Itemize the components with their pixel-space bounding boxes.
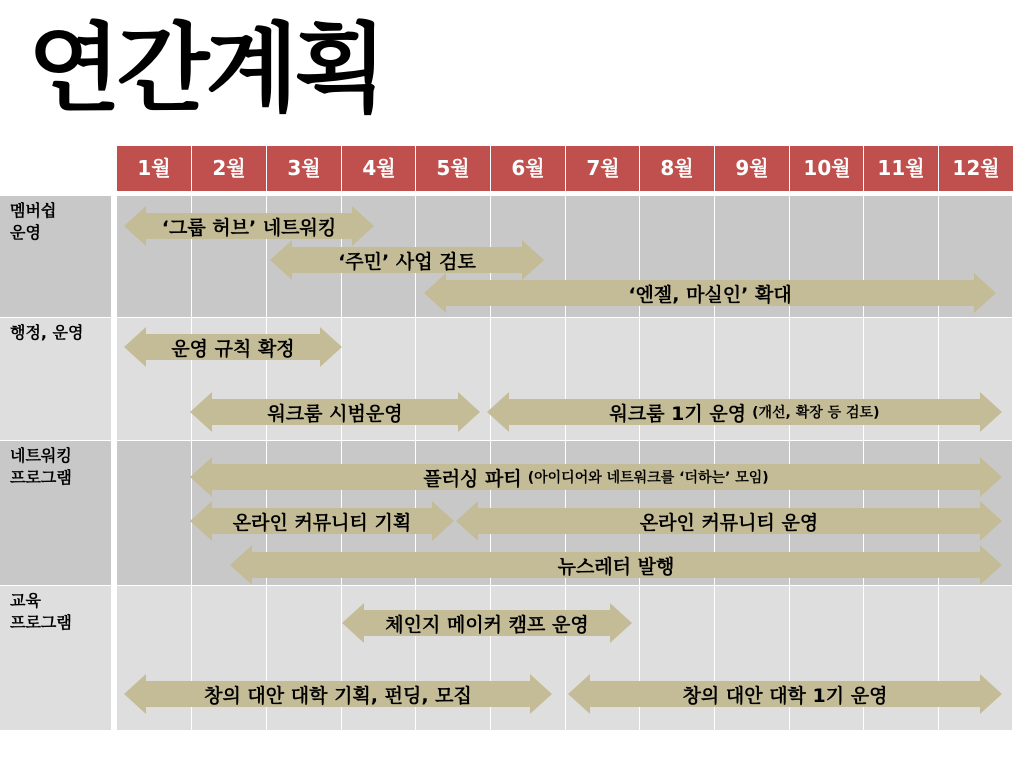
arrow-label-text: ‘그룹 허브’ 네트워킹	[161, 216, 337, 239]
timeline-arrow	[342, 603, 632, 643]
month-6: 6월	[491, 146, 565, 191]
arrow-label-text: 워크룸 시범운영	[267, 402, 403, 425]
timeline-arrow	[568, 674, 1002, 714]
grid-line	[639, 146, 640, 730]
row-label-networking: 네트워킹 프로그램	[10, 446, 72, 487]
row-separator	[0, 317, 1012, 318]
arrow-label-text: 플러싱 파티	[423, 467, 522, 490]
arrow-label-text: 창의 대안 대학 기획, 펀딩, 모집	[204, 684, 472, 707]
month-1: 1월	[117, 146, 191, 191]
row-label-education: 교육 프로그램	[10, 591, 72, 632]
timeline-arrow	[190, 501, 454, 541]
arrow-label-text: ‘주민’ 사업 검토	[338, 250, 476, 273]
grid-line	[863, 146, 864, 730]
arrow-label	[424, 273, 996, 313]
arrow-label	[190, 457, 1002, 497]
arrow-label-text: 창의 대안 대학 1기 운영	[682, 684, 888, 707]
month-4: 4월	[342, 146, 416, 191]
month-2: 2월	[192, 146, 266, 191]
timeline-arrow	[424, 273, 996, 313]
arrow-label-text: 온라인 커뮤니티 기획	[232, 511, 412, 534]
timeline-arrow	[124, 327, 342, 367]
timeline-arrow	[190, 457, 1002, 497]
row-separator	[0, 440, 1012, 441]
arrow-label-text: 운영 규칙 확정	[171, 337, 295, 360]
timeline-arrow	[230, 545, 1002, 585]
month-9: 9월	[715, 146, 789, 191]
arrow-label	[124, 674, 552, 714]
grid-line	[789, 146, 790, 730]
row-separator	[0, 585, 1012, 586]
arrow-label-text: 뉴스레터 발행	[557, 555, 675, 578]
month-5: 5월	[416, 146, 490, 191]
grid-line	[714, 146, 715, 730]
arrow-label	[230, 545, 1002, 585]
month-7: 7월	[566, 146, 640, 191]
arrow-note-text: (아이디어와 네트워크를 ‘더하는’ 모임)	[527, 470, 769, 486]
month-8: 8월	[640, 146, 714, 191]
arrow-label	[190, 392, 480, 432]
arrow-label-text: 온라인 커뮤니티 운영	[639, 511, 819, 534]
timeline-arrow	[124, 674, 552, 714]
arrow-label	[124, 327, 342, 367]
arrow-label-text: 체인지 메이커 캠프 운영	[385, 613, 589, 636]
arrow-label	[568, 674, 1002, 714]
timeline-arrow	[487, 392, 1002, 432]
arrow-label	[190, 501, 454, 541]
arrow-label	[487, 392, 1002, 432]
month-3: 3월	[267, 146, 341, 191]
row-label-membership: 멤버쉽 운영	[10, 201, 57, 242]
arrow-label-text: 워크룸 1기 운영	[609, 402, 747, 425]
arrow-label	[342, 603, 632, 643]
page-title: 연간계획	[28, 13, 383, 125]
grid-line	[938, 146, 939, 730]
arrow-note-text: (개선, 확장 등 검토)	[752, 405, 880, 421]
month-12: 12월	[939, 146, 1013, 191]
arrow-label-text: ‘엔젤, 마실인’ 확대	[628, 283, 792, 306]
timeline-arrow	[190, 392, 480, 432]
arrow-label	[456, 501, 1002, 541]
month-10: 10월	[790, 146, 864, 191]
timeline-arrow	[456, 501, 1002, 541]
row-label-admin: 행정, 운영	[10, 323, 84, 342]
month-11: 11월	[864, 146, 938, 191]
